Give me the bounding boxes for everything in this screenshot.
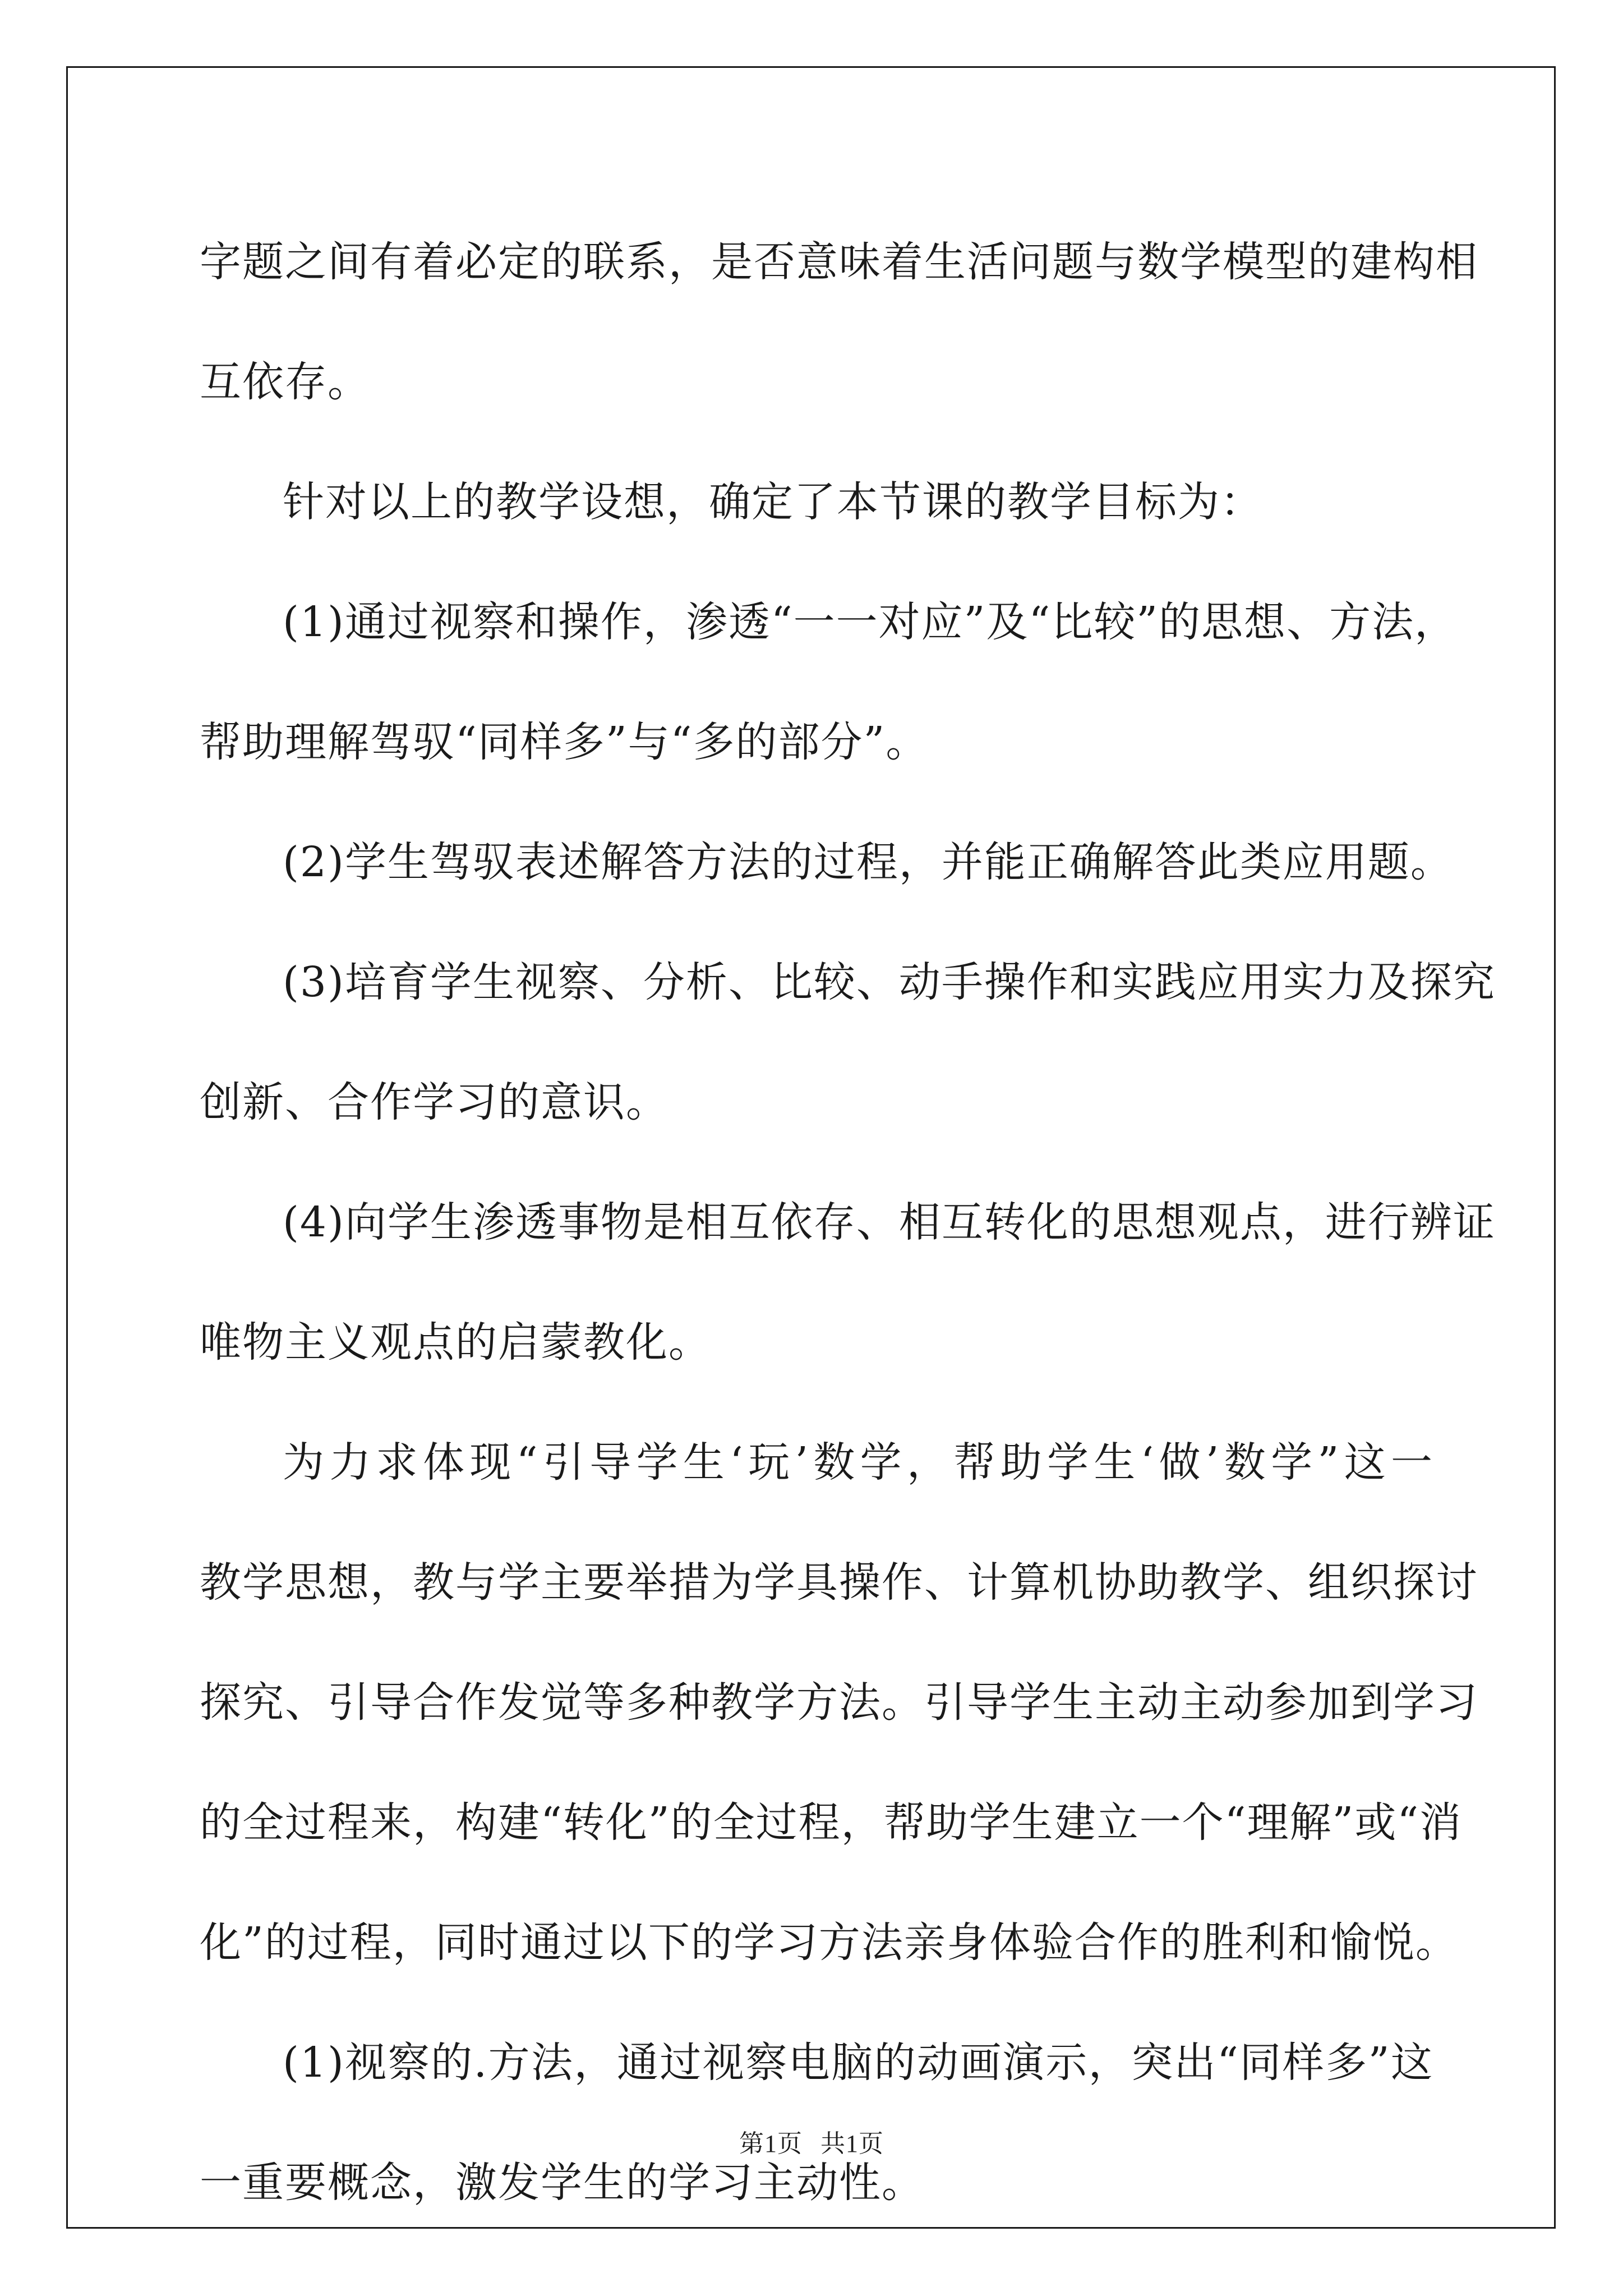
text-line: (2)学生驾驭表述解答方法的过程，并能正确解答此类应用题。 xyxy=(283,838,1453,886)
page-footer xyxy=(0,2123,1623,2159)
text-line: 互依存。 xyxy=(200,358,370,406)
text-line: (4)向学生渗透事物是相互依存、相互转化的思想观点，进行辨证 xyxy=(283,1198,1496,1246)
text-line: 的全过程来，构建“转化”的全过程，帮助学生建立一个“理解”或“消 xyxy=(200,1798,1463,1847)
text-line: 唯物主义观点的启蒙教化。 xyxy=(200,1318,711,1366)
text-line: 创新、合作学习的意识。 xyxy=(200,1078,668,1126)
text-line: 帮助理解驾驭“同样多”与“多的部分”。 xyxy=(200,718,929,766)
text-line: 探究、引导合作发觉等多种教学方法。引导学生主动主动参加到学习 xyxy=(200,1678,1478,1727)
text-line: 为力求体现“引导学生‘玩’数学，帮助学生‘做’数学”这一 xyxy=(283,1438,1433,1487)
text-line: 针对以上的教学设想，确定了本节课的教学目标为： xyxy=(283,478,1263,526)
text-line: 教学思想，教与学主要举措为学具操作、计算机协助教学、组织探讨 xyxy=(200,1558,1478,1607)
text-line: (1)视察的.方法，通过视察电脑的动画演示，突出“同样多”这 xyxy=(283,2039,1433,2087)
text-line: 化”的过程，同时通过以下的学习方法亲身体验合作的胜利和愉悦。 xyxy=(200,1918,1458,1967)
document-body xyxy=(200,202,1496,2243)
text-line: 一重要概念，激发学生的学习主动性。 xyxy=(200,2159,924,2207)
text-line: (3)培育学生视察、分析、比较、动手操作和实践应用实力及探究 xyxy=(283,958,1496,1006)
page-total: 共1页 xyxy=(820,2130,884,2157)
text-line: 字题之间有着必定的联系，是否意味着生活问题与数学模型的建构相 xyxy=(200,238,1478,286)
page-current: 第1页 xyxy=(739,2130,803,2157)
text-line: (1)通过视察和操作，渗透“一一对应”及“比较”的思想、方法， xyxy=(283,598,1458,646)
